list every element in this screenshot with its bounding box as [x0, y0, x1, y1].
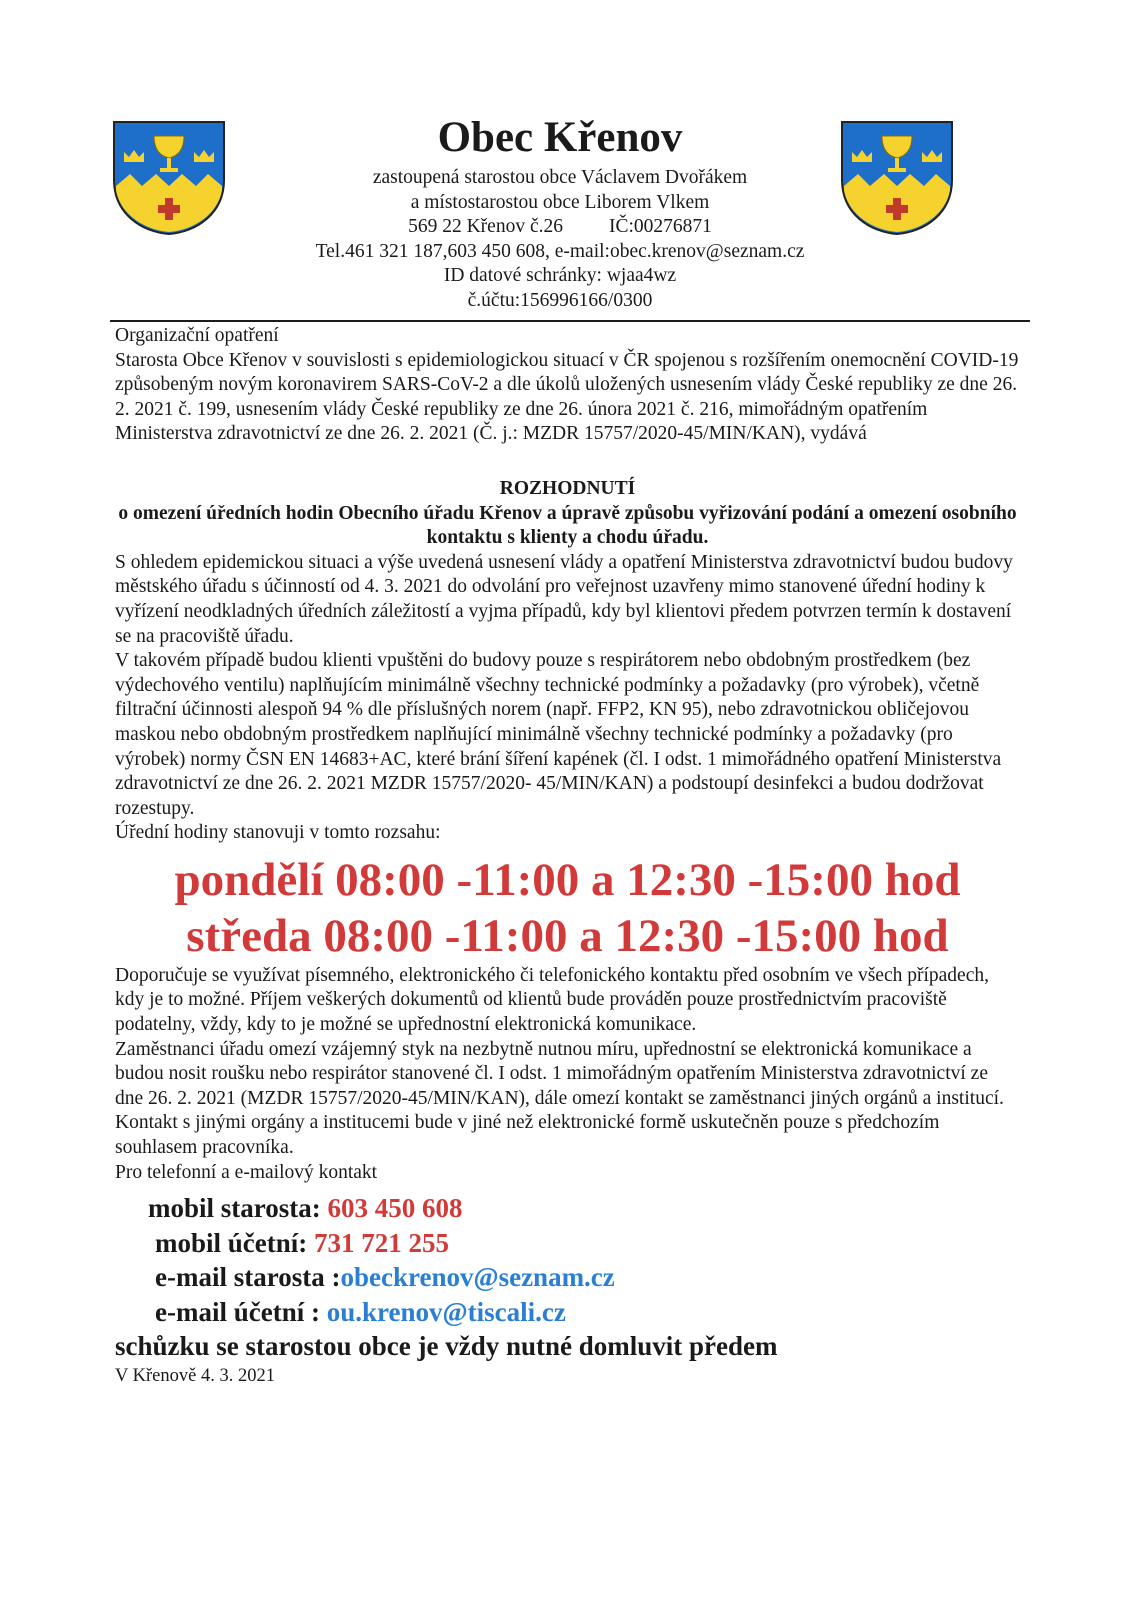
account-line: č.účtu:156996166/0300	[467, 289, 653, 311]
staff-paragraph: Zaměstnanci úřadu omezí vzájemný styk na nezbytně nutnou míru, upřednostní se elektronická komunikace a budou nosit roušku nebo respirátor stanovené čl. I odst. 1 mimořádným opatřením Ministerstva zdravotnictví ze dne 26. 2. 2021 (MZDR 15757/2020-45/MIN/KAN), dále omezí kontakt se zaměstnanci jiných orgánů a institucí. Kontakt s jinými orgány a institucemi bude v jiné než elektronické formě uskutečněn pouze s předchozím souhlasem pracovníka.	[115, 1038, 1004, 1159]
appointment-note: schůzku se starostou obce je vždy nutné domluvit předem	[115, 1331, 778, 1362]
contact-line: Tel.461 321 187,603 450 608, e-mail:obec.krenov@seznam.cz	[315, 240, 805, 262]
office-hours-wednesday: středa 08:00 -11:00 a 12:30 -15:00 hod	[186, 909, 949, 962]
recommendation-paragraph: Doporučuje se využívat písemného, elektronického či telefonického kontaktu před osobním ve všech případech, kdy je to možné. Příjem veškerých dokumentů od klientů bude prováděn pouze prostřednictvím pracoviště podatelny, vždy, kdy to je možné se upřednostní elektronická komunikace.	[115, 964, 989, 1036]
hours-intro: Úřední hodiny stanovuji v tomto rozsahu:	[115, 822, 441, 844]
mayor-phone-row	[115, 1191, 1020, 1226]
contact-list	[115, 1191, 1020, 1329]
decision-title: ROZHODNUTÍ	[499, 477, 636, 499]
accountant-phone-link[interactable]: 731 721 255	[314, 1227, 449, 1258]
accountant-phone-label: mobil účetní:	[155, 1227, 308, 1258]
accountant-email-row	[115, 1295, 1020, 1330]
decision-paragraph-2: V takovém případě budou klienti vpuštěni do budovy pouze s respirátorem nebo obdobným prostředkem (bez výdechového ventilu) naplňujícím minimálně všechny technické podmínky a požadavky (pro výrobek), včetně filtrační účinnosti alespoň 94 % dle příslušných norem (např. FFP2, KN 95), nebo zdravotnickou obličejovou maskou nebo obdobným prostředkem naplňující minimálně všechny technické podmínky a požadavky (pro výrobek) normy ČSN EN 14683+AC, které brání šíření kapének (čl. I odst. 1 mimořádného opatření Ministerstva zdravotnictví ze dne 26. 2. 2021 MZDR 15757/2020- 45/MIN/KAN) a podstoupí desinfekci a budou dodržovat rozestupy.	[115, 650, 1002, 819]
date-line: V Křenově 4. 3. 2021	[115, 1366, 275, 1387]
municipality-title: Obec Křenov	[437, 114, 683, 161]
accountant-email-label: e-mail účetní :	[155, 1296, 320, 1327]
decision-subtitle: o omezení úředních hodin Obecního úřadu Křenov a úpravě způsobu vyřizování podání a omezení osobního kontaktu s klienty a chodu úřadu.	[118, 502, 1017, 549]
letterhead	[250, 112, 870, 313]
ico: IČ:00276871	[608, 216, 712, 237]
intro-text: Starosta Obce Křenov v souvislosti s epidemiologickou situací v ČR spojenou s rozšířením onemocnění COVID-19 způsobeným novým koronavirem SARS-CoV-2 a dle úkolů uložených usnesením vlády České republiky ze dne 26. 2. 2021 č. 199, usnesením vlády České republiky ze dne 26. února 2021 č. 216, mimořádným opatřením Ministerstva zdravotnictví ze dne 26. 2. 2021 (Č. j.: MZDR 15757/2020-45/MIN/KAN), vydává	[115, 349, 1019, 445]
document-body	[115, 324, 1020, 1389]
header-divider	[110, 320, 1030, 322]
accountant-phone-row	[115, 1226, 1020, 1261]
mayor-email-link[interactable]: obeckrenov@seznam.cz	[340, 1262, 615, 1293]
databox-line: ID datové schránky: wjaa4wz	[443, 265, 677, 286]
mayor-email-label: e-mail starosta :	[155, 1262, 341, 1293]
mayor-line: zastoupená starostou obce Václavem Dvořákem	[372, 167, 748, 188]
mayor-phone-label: mobil starosta:	[148, 1193, 321, 1224]
office-hours-monday: pondělí 08:00 -11:00 a 12:30 -15:00 hod	[174, 853, 961, 906]
address: 569 22 Křenov č.26	[408, 216, 563, 237]
mayor-phone-link[interactable]: 603 450 608	[327, 1193, 463, 1224]
intro-heading: Organizační opatření	[115, 325, 279, 346]
contact-intro: Pro telefonní a e-mailový kontakt	[115, 1161, 378, 1183]
decision-paragraph-1: S ohledem epidemickou situaci a výše uvedená usnesení vlády a opatření Ministerstva zdravotnictví budou budovy městského úřadu s účinností od 4. 3. 2021 do odvolání pro veřejnost uzavřeny mimo stanovené úřední hodiny k vyřízení neodkladných úředních záležitostí a vyjma případů, kdy byl klientovi předem potvrzen termín k dostavení se na pracoviště úřadu.	[115, 551, 1013, 647]
mayor-email-row	[115, 1260, 1020, 1295]
address-line	[250, 215, 870, 240]
accountant-email-link[interactable]: ou.krenov@tiscali.cz	[326, 1296, 566, 1327]
deputy-mayor-line: a místostarostou obce Liborem Vlkem	[410, 191, 710, 213]
coat-of-arms-left-icon	[110, 118, 228, 236]
